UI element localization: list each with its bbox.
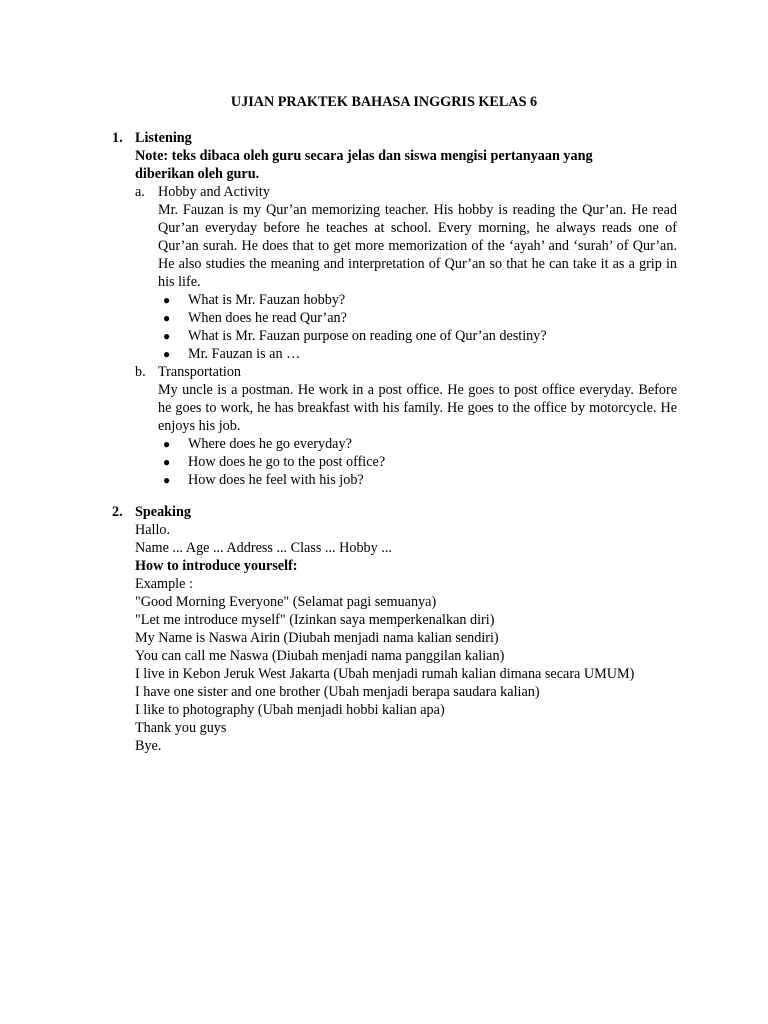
list-item: ● When does he read Qur’an? <box>163 310 347 326</box>
greeting-line: Hallo. <box>135 522 171 538</box>
example-line: Example : <box>135 576 193 592</box>
part-heading: Hobby and Activity <box>158 184 270 200</box>
example-line: I like to photography (Ubah menjadi hobbi kalian apa) <box>135 702 445 718</box>
page-title: UJIAN PRAKTEK BAHASA INGGRIS KELAS 6 <box>230 94 538 110</box>
example-line: Thank you guys <box>135 720 227 736</box>
section-heading: Speaking <box>135 504 191 520</box>
reading-paragraph: Mr. Fauzan is my Qur’an memorizing teacher. His hobby is reading the Qur’an. He read Qur’an everyday before he teaches at school. Every morning, he always reads one of Qur’an surah. He does that to get more memorization of the ‘ayah’ and ‘surah’ of Qur’an. He also studies the meaning and interpretation of Qur’an so that he can take it as a grip in his life. <box>158 202 677 290</box>
howto-heading: How to introduce yourself: <box>135 558 298 574</box>
listening-part-a <box>135 183 677 363</box>
bullet-icon: ● <box>163 437 171 451</box>
example-line: My Name is Naswa Airin (Diubah menjadi nama kalian sendiri) <box>135 630 499 646</box>
reading-paragraph: My uncle is a postman. He work in a post office. He goes to post office everyday. Before he goes to work, he has breakfast with his family. He goes to the office by motorcycle. He enjoys his job. <box>158 382 677 434</box>
bullet-icon: ● <box>163 473 171 487</box>
list-item: ● Where does he go everyday? <box>163 436 352 452</box>
example-line: "Good Morning Everyone" (Selamat pagi semuanya) <box>135 594 437 610</box>
section-number: 1. <box>112 130 123 146</box>
bullet-icon: ● <box>163 293 171 307</box>
example-line: Bye. <box>135 738 162 754</box>
list-item: ● How does he go to the post office? <box>163 454 386 470</box>
fields-line: Name ... Age ... Address ... Class ... Hobby ... <box>135 540 392 556</box>
bullet-icon: ● <box>163 329 171 343</box>
section-number: 2. <box>112 504 123 520</box>
example-line: "Let me introduce myself" (Izinkan saya memperkenalkan diri) <box>135 612 495 628</box>
list-item: ● How does he feel with his job? <box>163 472 364 488</box>
note-line: Note: teks dibaca oleh guru secara jelas dan siswa mengisi pertanyaan yang <box>135 148 593 164</box>
part-letter: a. <box>135 184 145 200</box>
example-line: I live in Kebon Jeruk West Jakarta (Ubah menjadi rumah kalian dimana secara UMUM) <box>135 666 635 682</box>
list-item: ● What is Mr. Fauzan purpose on reading one of Qur’an destiny? <box>163 328 547 344</box>
list-item: ● Mr. Fauzan is an … <box>163 346 301 362</box>
question-list <box>158 291 677 363</box>
section-heading: Listening <box>135 130 192 146</box>
bullet-icon: ● <box>163 311 171 325</box>
note-line: diberikan oleh guru. <box>135 166 260 182</box>
listening-part-b <box>135 363 677 489</box>
example-line: I have one sister and one brother (Ubah menjadi berapa saudara kalian) <box>135 684 540 700</box>
question-list <box>158 435 677 489</box>
part-letter: b. <box>135 364 146 380</box>
bullet-icon: ● <box>163 347 171 361</box>
part-heading: Transportation <box>158 364 242 380</box>
list-item: ● What is Mr. Fauzan hobby? <box>163 292 346 308</box>
bullet-icon: ● <box>163 455 171 469</box>
example-line: You can call me Naswa (Diubah menjadi nama panggilan kalian) <box>135 648 505 664</box>
